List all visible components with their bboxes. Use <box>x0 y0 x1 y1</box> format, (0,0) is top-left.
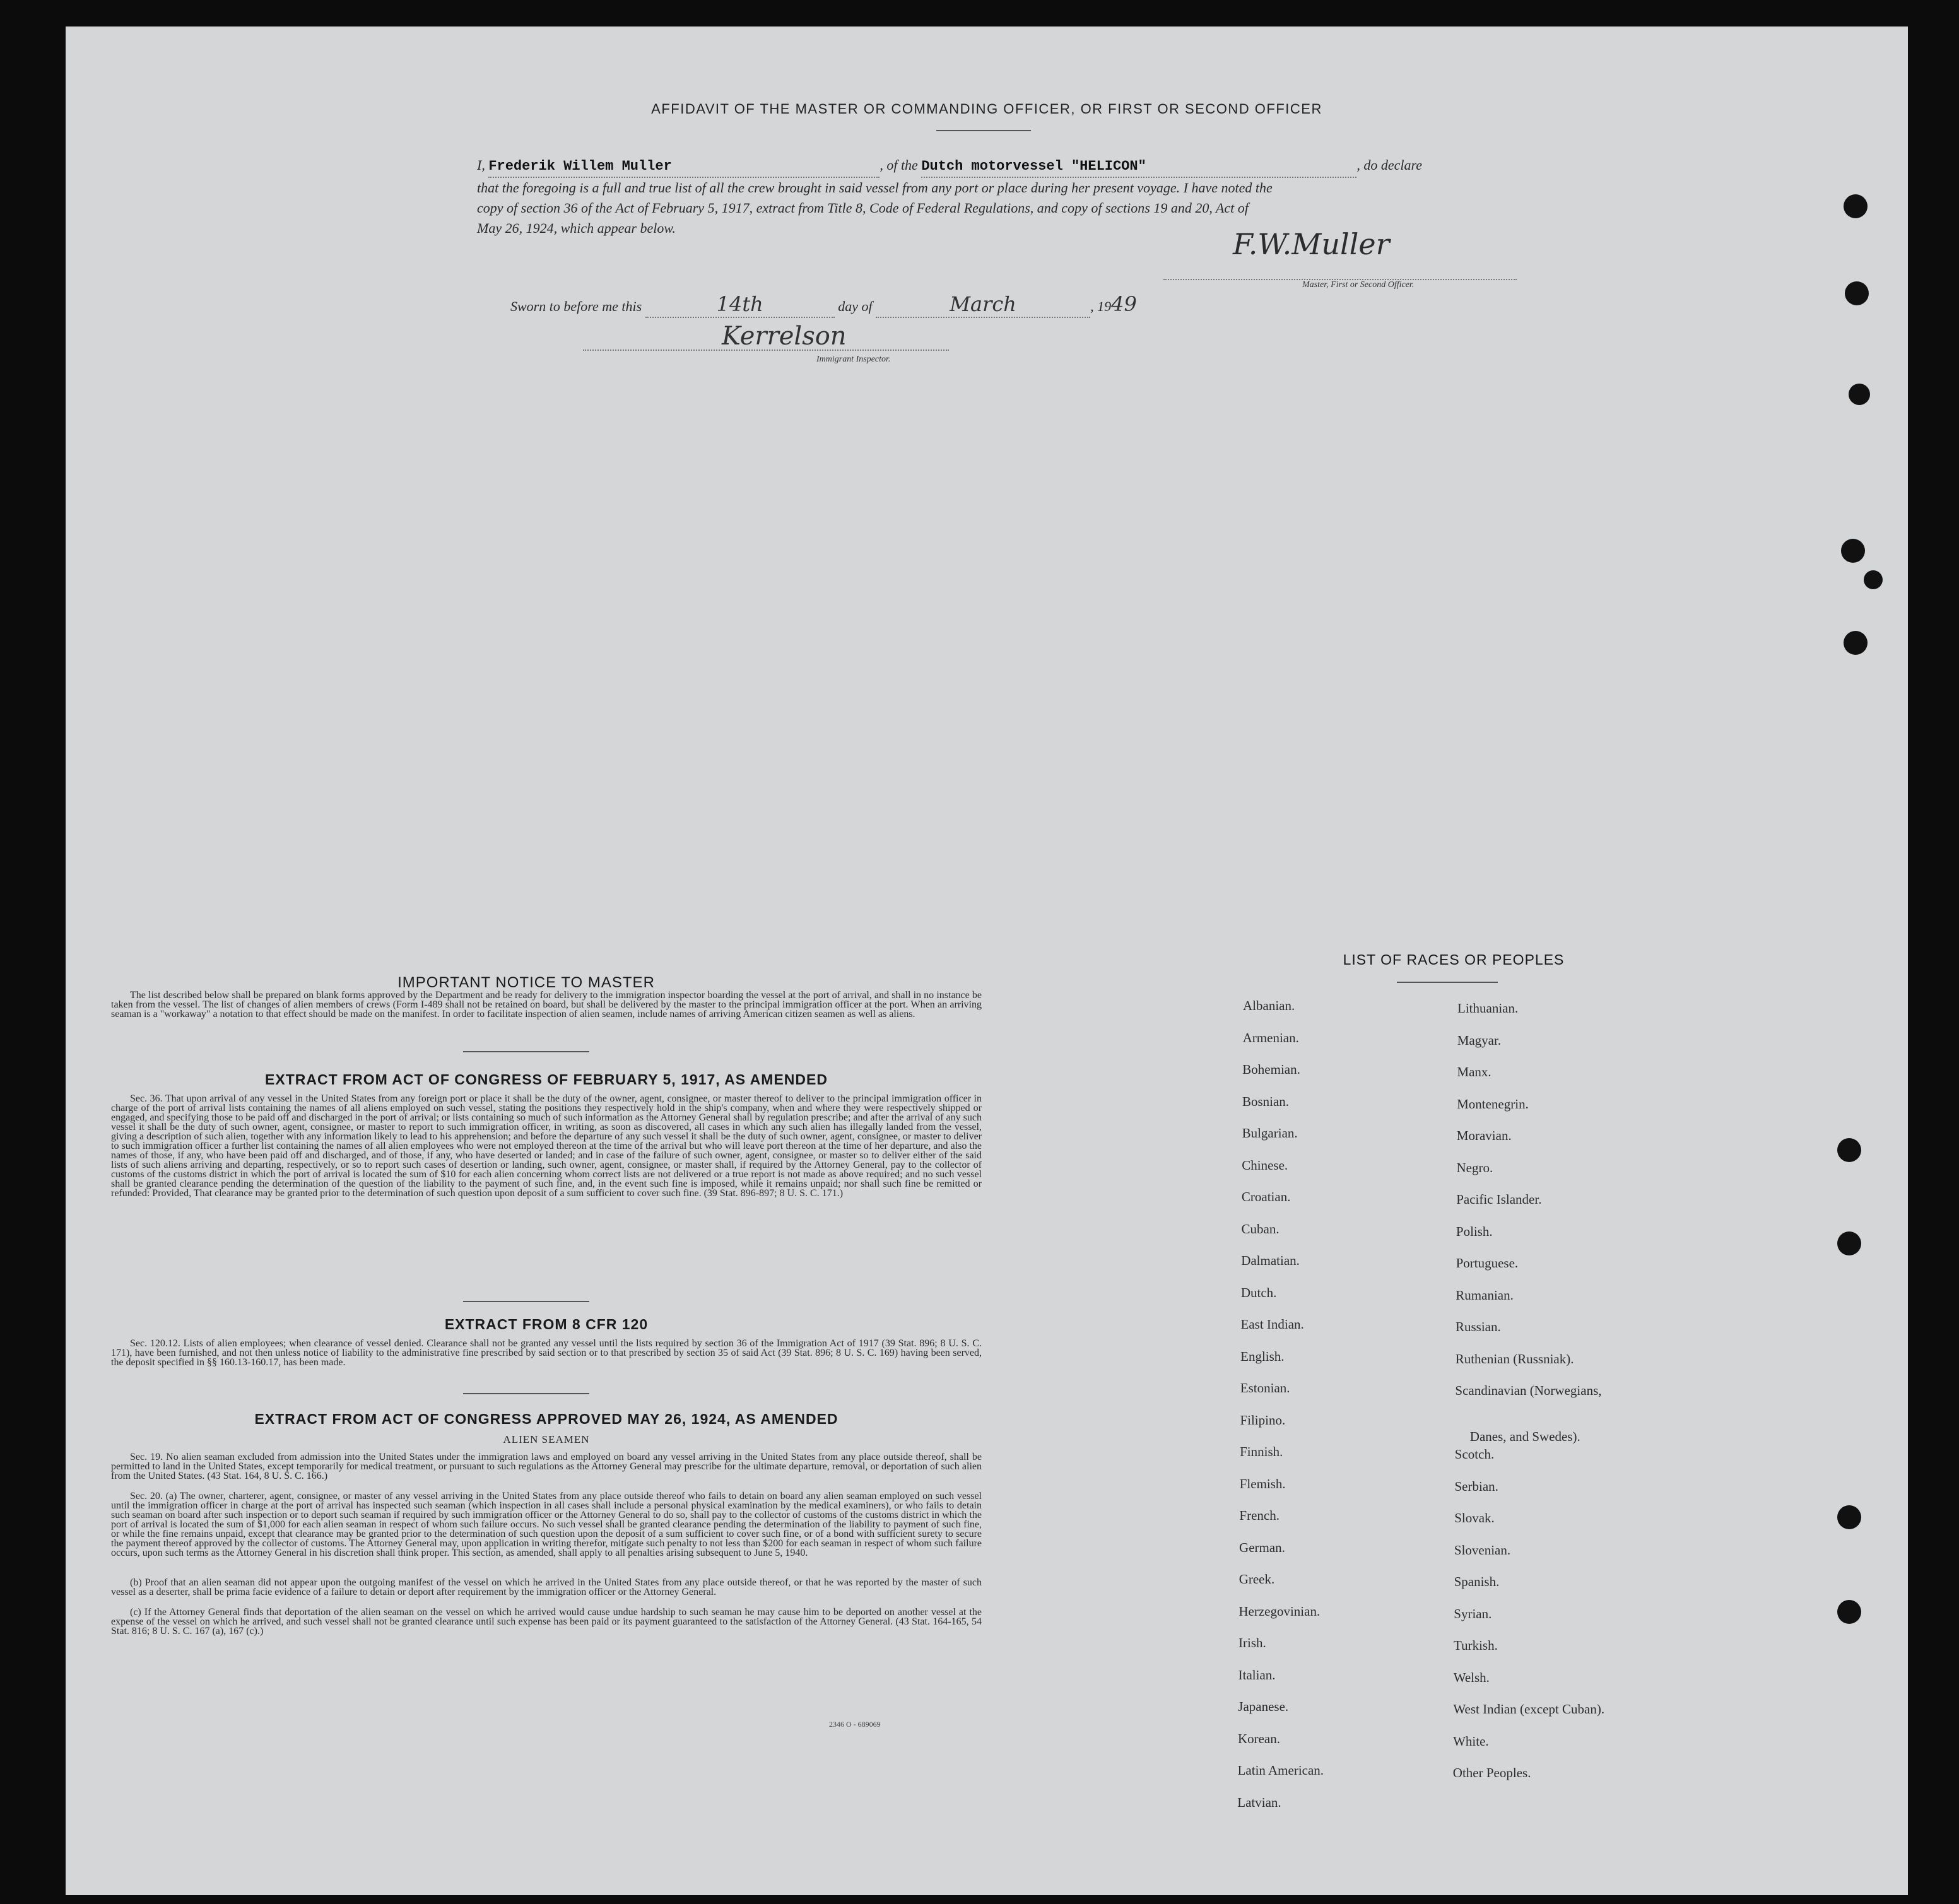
race-item: Japanese. <box>1238 1699 1289 1714</box>
declaration-line-1 <box>477 155 1575 178</box>
sworn-day-field <box>645 294 835 318</box>
document-page <box>66 26 1908 1895</box>
punch-hole <box>1837 1600 1861 1624</box>
notice-title: IMPORTANT NOTICE TO MASTER <box>397 974 655 991</box>
master-signature-caption: Master, First or Second Officer. <box>1302 280 1415 290</box>
year-prefix: , 19 <box>1090 298 1112 314</box>
race-item: Dalmatian. <box>1241 1253 1300 1268</box>
declaration <box>477 155 1575 238</box>
race-item: Greek. <box>1238 1572 1275 1587</box>
race-item: Serbian. <box>1454 1478 1498 1494</box>
do-declare-text: , do declare <box>1356 157 1422 173</box>
race-item: Bohemian. <box>1242 1062 1300 1077</box>
extract-cfr-text: Sec. 120.12. Lists of alien employees; when clearance of vessel denied. Clearance shall not be granted any vessel until the lists required by section 36 of the Immigration Act of 1917 (39 Stat. 896; 8 U. S. C. 171), have been furnished, and not then unless notice of liability to the administrative fine prescribed by said section or to that prescribed by section 35 of said Act (39 Stat. 896; 8 U. S. C. 169) having been served, the deposit specified in §§ 160.13-160.17, has been made. <box>111 1339 982 1368</box>
race-item: Filipino. <box>1240 1412 1286 1428</box>
race-item: Scandinavian (Norwegians, <box>1455 1383 1602 1398</box>
race-item: Chinese. <box>1242 1157 1288 1173</box>
sworn-year: 49 <box>1111 292 1137 316</box>
vessel-name: Dutch motorvessel "HELICON" <box>921 158 1146 174</box>
sec-20c-text: (c) If the Attorney General finds that deportation of the alien seaman on the vessel on which he arrived would cause undue hardship to such seaman he may cause him to be deported on another vessel at the expense of the vessel on which he arrived, and such vessel shall not be granted clearance until such expense has been paid or its payment guaranteed to the satisfaction of the Attorney General. (43 Stat. 164-165, 54 Stat. 816; 8 U. S. C. 167 (a), 167 (c).) <box>111 1607 982 1637</box>
extract-1924-subtitle: ALIEN SEAMEN <box>503 1433 590 1445</box>
race-item: White. <box>1453 1733 1489 1749</box>
race-item: Cuban. <box>1241 1221 1280 1237</box>
race-item: Scotch. <box>1454 1447 1495 1462</box>
punch-hole <box>1837 1505 1861 1529</box>
extract-1917-title: EXTRACT FROM ACT OF CONGRESS OF FEBRUARY 5, 1917, AS AMENDED <box>265 1071 828 1088</box>
divider-1 <box>463 1051 589 1052</box>
race-item: Montenegrin. <box>1457 1096 1529 1112</box>
declaration-line-4: May 26, 1924, which appear below. <box>477 220 676 236</box>
punch-hole <box>1849 384 1870 405</box>
punch-hole <box>1837 1138 1861 1162</box>
master-signature: F.W.Muller <box>1233 227 1390 261</box>
race-item: Danes, and Swedes). <box>1469 1428 1580 1444</box>
race-item: Ruthenian (Russniak). <box>1455 1351 1574 1366</box>
title-divider <box>936 130 1031 131</box>
affidavit-title: AFFIDAVIT OF THE MASTER OR COMMANDING OFFICER, OR FIRST OR SECOND OFFICER <box>651 101 1322 117</box>
inspector-signature: Kerrelson <box>722 322 847 351</box>
race-item: Slovenian. <box>1454 1542 1511 1558</box>
race-item: Other Peoples. <box>1452 1765 1531 1780</box>
declaration-line-2: that the foregoing is a full and true list of all the crew brought in said vessel from any port or place during her present voyage. I have noted the <box>477 180 1273 196</box>
race-item: Italian. <box>1238 1667 1276 1683</box>
sworn-prefix: Sworn to before me this <box>510 298 642 314</box>
race-item: Dutch. <box>1240 1284 1277 1300</box>
race-item: East Indian. <box>1240 1317 1304 1332</box>
vessel-field <box>921 155 1356 178</box>
race-item: Albanian. <box>1243 998 1295 1013</box>
race-item: Bosnian. <box>1242 1093 1290 1109</box>
divider-2 <box>463 1301 589 1302</box>
sec-20a-text: Sec. 20. (a) The owner, charterer, agent, consignee, or master of any vessel arriving in the United States from any place outside thereof who fails to detain on board any alien seaman employed on such vessel until the immigration officer in charge at the port of arrival has inspected such seaman (which inspection in all cases shall include a personal physical examination by the medical examiners), or who fails to detain such seaman on board after such inspection or to deport such seaman if required by such immigration officer or the Attorney General to do so, shall pay to the collector of customs of the customs district in which the port of arrival is located the sum of $1,000 for each alien seaman in respect of whom such failure occurs. No such vessel shall be granted clearance pending the determination of the liability to payment of such fine, or while the fine remains unpaid, except that clearance may be granted prior to the determination of such question upon the deposit of a sum sufficient to cover such fine, or of a bond with sufficient surety to secure the payment thereof approved by the collector of customs. The Attorney General may, upon application in writing therefor, mitigate such penalty to not less than $200 for each seaman in respect of whom such failure occurs, upon such terms as the Attorney General in his discretion shall think proper. This section, as amended, shall apply to all penalties arising subsequent to June 5, 1940. <box>111 1491 982 1558</box>
race-item: Polish. <box>1456 1223 1493 1239</box>
race-item: Estonian. <box>1240 1380 1290 1396</box>
race-item: Pacific Islander. <box>1456 1192 1542 1207</box>
races-title: LIST OF RACES OR PEOPLES <box>1343 951 1565 968</box>
race-item: Welsh. <box>1453 1669 1490 1685</box>
extract-1924-title: EXTRACT FROM ACT OF CONGRESS APPROVED MAY 26, 1924, AS AMENDED <box>254 1411 838 1427</box>
extract-cfr-title: EXTRACT FROM 8 CFR 120 <box>444 1316 649 1332</box>
race-item: Portuguese. <box>1456 1255 1519 1271</box>
declaration-prefix: I, <box>477 157 485 173</box>
race-item: Syrian. <box>1454 1606 1492 1621</box>
day-of-text: day of <box>838 298 873 314</box>
race-item: Armenian. <box>1242 1030 1299 1045</box>
race-item: Irish. <box>1238 1635 1266 1650</box>
race-item: Negro. <box>1456 1160 1493 1175</box>
declaration-line-3: copy of section 36 of the Act of February 5, 1917, extract from Title 8, Code of Federal Regulations, and copy of sections 19 and 20, Act of <box>477 200 1249 216</box>
sec-20b-text: (b) Proof that an alien seaman did not appear upon the outgoing manifest of the vessel on which he arrived in the United States from any place outside thereof, or that he was reported by the master of such vessel as a deserter, shall be prima facie evidence of a failure to detain or deport after requirement by the immigration officer or the Attorney General. <box>111 1578 982 1597</box>
punch-hole <box>1864 570 1883 589</box>
race-item: Rumanian. <box>1456 1287 1514 1303</box>
inspector-caption: Immigrant Inspector. <box>816 355 891 364</box>
race-item: Slovak. <box>1454 1510 1495 1525</box>
race-item: Bulgarian. <box>1242 1125 1298 1141</box>
sec-19-text: Sec. 19. No alien seaman excluded from admission into the United States under the immigration laws and employed on board any vessel arriving in the United States from any place outside thereof, shall be permitted to land in the United States, except temporarily for medical treatment, or pursuant to such regulations as the Attorney General may prescribe for the ultimate departure, removal, or deportation of such alien from the United States. (43 Stat. 164, 8 U. S. C. 166.) <box>111 1452 982 1481</box>
races-divider <box>1397 982 1498 983</box>
race-item: English. <box>1240 1348 1285 1364</box>
punch-hole <box>1844 194 1868 218</box>
divider-3 <box>463 1393 589 1394</box>
race-item: Lithuanian. <box>1457 1001 1519 1016</box>
race-item: Moravian. <box>1456 1128 1512 1143</box>
race-item: Spanish. <box>1454 1574 1500 1589</box>
of-the-text: , of the <box>879 157 918 173</box>
race-item: Magyar. <box>1457 1032 1502 1048</box>
race-item: Croatian. <box>1241 1189 1291 1204</box>
race-item: Finnish. <box>1240 1444 1283 1459</box>
punch-hole <box>1837 1231 1861 1255</box>
race-item: Turkish. <box>1454 1638 1498 1653</box>
master-name-field <box>488 155 879 178</box>
notice-text: The list described below shall be prepared on blank forms approved by the Department and be ready for delivery to the immigration inspector boarding the vessel at the port of arrival, and shall in no instance be taken from the vessel. The list of changes of alien members of crews (Form I-489 shall not be retained on board, but shall be delivered by the master to the principal immigration officer at the port. When an arriving seaman is a "workaway" a notation to that effect should be made on the manifest. In order to facilitate inspection of alien seamen, include names of arriving American citizen seamen as well as aliens. <box>111 990 982 1020</box>
race-item: Latvian. <box>1237 1794 1281 1810</box>
punch-hole <box>1844 631 1868 655</box>
sworn-month: March <box>950 292 1016 316</box>
race-item: Latin American. <box>1237 1763 1324 1778</box>
race-item: West Indian (except Cuban). <box>1453 1701 1605 1717</box>
sworn-day: 14th <box>716 292 763 316</box>
race-item: French. <box>1239 1508 1280 1523</box>
race-item: Korean. <box>1237 1731 1280 1746</box>
race-item: Russian. <box>1456 1319 1501 1334</box>
punch-hole <box>1841 539 1865 563</box>
race-item: German. <box>1239 1539 1285 1555</box>
master-name: Frederik Willem Muller <box>488 158 672 174</box>
sworn-month-field <box>876 294 1090 318</box>
print-code: 2346 O - 689069 <box>829 1720 881 1729</box>
race-item: Manx. <box>1457 1064 1491 1079</box>
extract-1917-text: Sec. 36. That upon arrival of any vessel in the United States from any foreign port or place it shall be the duty of the owner, agent, consignee, or master thereof to deliver to the principal immigration officer in charge of the port of arrival lists containing the names of all aliens employed on such vessel, stating the positions they respectively hold in the ship's company, when and where they were respectively shipped or engaged, and specifying those to be paid off and discharged in the port of arrival; or lists containing so much of such information as the Attorney General shall by regulation prescribe; and after the arrival of any such vessel it shall be the duty of such owner, agent, consignee, or master to report to such immigration officer, in writing, as soon as discovered, all cases in which any such alien has illegally landed from the vessel, giving a description of such alien, together with any information likely to lead to his apprehension; and before the departure of any such vessel it shall be the duty of such owner, agent, consignee, or master to deliver to such immigration officer a further list containing the names of all alien employees who were not employed thereon at the time of the arrival but who will leave port thereon at the time of her departure, and also the names of those, if any, who have been paid off and discharged, and of those, if any, who have deserted or landed; and in case of the failure of such owner, agent, consignee, or master so to deliver either of the said lists of such aliens arriving and departing, respectively, or so to report such cases of desertion or landing, such owner, agent, consignee, or master shall, if required by the Attorney General, pay to the collector of customs of the customs district in which the port of arrival is located the sum of $10 for each alien concerning whom correct lists are not delivered or a true report is not made as above required; and no such vessel shall be granted clearance pending the determination of the question of the liability to the payment of such fine, and, in the event such fine is imposed, while it remains unpaid; nor shall such fine be remitted or refunded: Provided, That clearance may be granted prior to the determination of such question upon deposit of a sum sufficient to cover such fine. (39 Stat. 896-897; 8 U. S. C. 171.) <box>111 1094 982 1199</box>
sworn-line <box>510 294 1331 318</box>
race-item: Herzegovinian. <box>1238 1603 1321 1619</box>
punch-hole <box>1845 281 1869 305</box>
race-item: Flemish. <box>1239 1476 1286 1491</box>
